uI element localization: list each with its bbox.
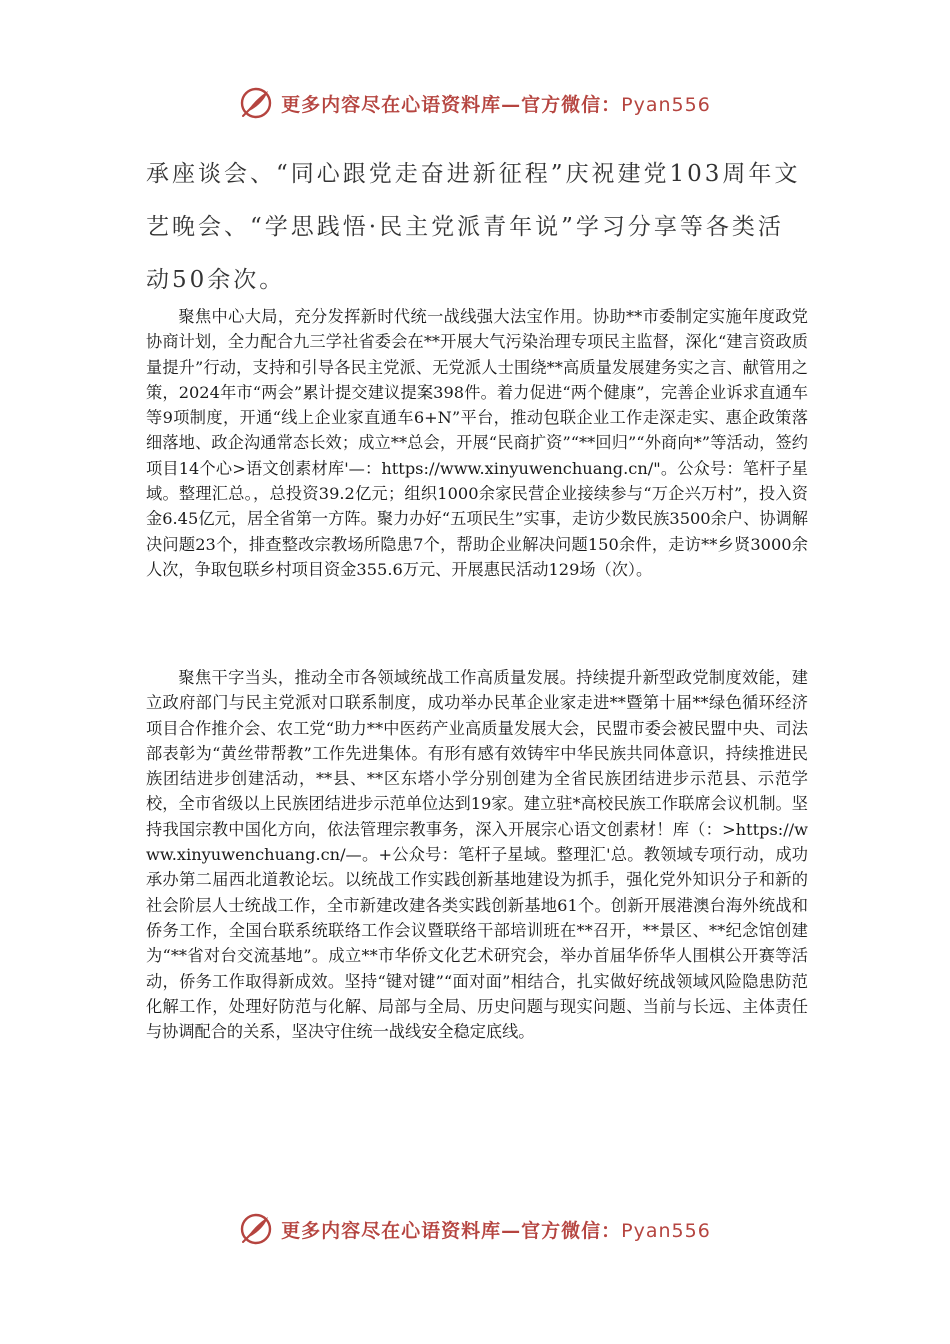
body-paragraph-1: 聚焦中心大局，充分发挥新时代统一战线强大法宝作用。协助**市委制定实施年度政党协商计划，全力配合九三学社省委会在**开展大气污染治理专项民主监督，深化“建言资政质量提升”行动，支持和引导各民主党派、无党派人士围绕**高质量发展建务实之言、献管用之策，2024年市“两会”累计提交建议提案398件。着力促进“两个健康”，完善企业诉求直通车等9项制度，开通“线上企业家直通车6+N”平台，推动包联企业工作走深走实、惠企政策落细落地、政企沟通常态长效；成立**总会，开展“民商扩资”“**回归”“外商向*”等活动，签约项目14个心>语文创素材库'—：https://www.xinyuwenchuang.cn/"。公众号：笔杆子星域。整理汇总。，总投资39.2亿元；组织1000余家民营企业接续参与“万企兴万村”，投入资金6.45亿元，居全省第一方阵。聚力办好“五项民生”实事，走访少数民族3500余户、协调解决问题23个，排查整改宗教场所隐患7个，帮助企业解决问题150余件，走访**乡贤3000余人次，争取包联乡村项目资金355.6万元、开展惠民活动129场（次）。 [146, 307, 808, 579]
quill-logo-icon [239, 1212, 273, 1246]
footer-watermark [0, 1209, 950, 1249]
wechat-id: Pyan556 [621, 93, 711, 116]
header-watermark [0, 83, 950, 123]
body-paragraph-2: 聚焦干字当头，推动全市各领域统战工作高质量发展。持续提升新型政党制度效能，建立政府部门与民主党派对口联系制度，成功举办民革企业家走进**暨第十届**绿色循环经济项目合作推介会、农工党“助力**中医药产业高质量发展大会，民盟市委会被民盟中央、司法部表彰为“黄丝带帮教”工作先进集体。有形有感有效铸牢中华民族共同体意识，持续推进民族团结进步创建活动，**县、**区东塔小学分别创建为全省民族团结进步示范县、示范学校，全市省级以上民族团结进步示范单位达到19家。建立驻*高校民族工作联席会议机制。坚持我国宗教中国化方向，依法管理宗教事务，深入开展宗心语文创素材！库（：>https://www.xinyuwenchuang.cn/—。+公众号：笔杆子星域。整理汇'总。教领域专项行动，成功承办第二届西北道教论坛。以统战工作实践创新基地建设为抓手，强化党外知识分子和新的社会阶层人士统战工作，全市新建改建各类实践创新基地61个。创新开展港澳台海外统战和侨务工作，全国台联系统联络工作会议暨联络干部培训班在**召开，**景区、**纪念馆创建为“**省对台交流基地”。成立**市华侨文化艺术研究会，举办首届华侨华人围棋公开赛等活动，侨务工作取得新成效。坚持“键对键”“面对面”相结合，扎实做好统战领域风险隐患防范化解工作，处理好防范与化解、局部与全局、历史问题与现实问题、当前与长远、主体责任与协调配合的关系，坚决守住统一战线安全稳定底线。 [146, 668, 808, 1042]
wechat-id: Pyan556 [621, 1219, 711, 1242]
lead-paragraph: 承座谈会、“同心跟党走奋进新征程”庆祝建党103周年文艺晚会、“学思践悟·民主党派青年说”学习分享等各类活动50余次。 [146, 161, 801, 293]
quill-logo-icon [239, 86, 273, 120]
watermark-text: 更多内容尽在心语资料库—官方微信：Pyan556 [281, 93, 711, 116]
watermark-text: 更多内容尽在心语资料库—官方微信：Pyan556 [281, 1219, 711, 1242]
